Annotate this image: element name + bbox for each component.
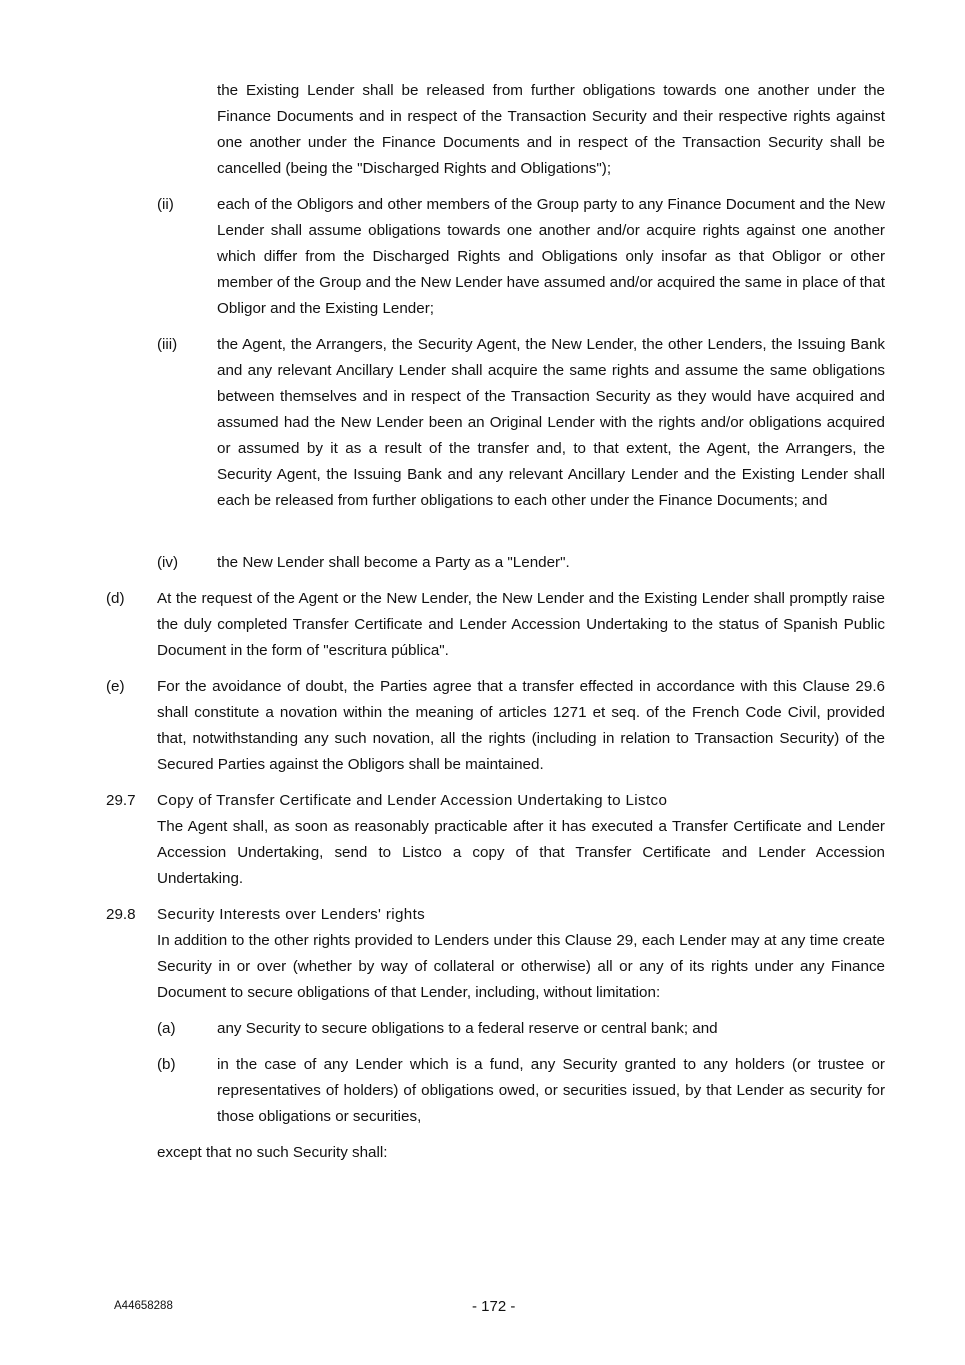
item-text: any Security to secure obligations to a federal reserve or central bank; and: [217, 1020, 718, 1037]
item-label: (ii): [157, 196, 174, 213]
item-label: (a): [157, 1020, 176, 1037]
paragraph-text: the Existing Lender shall be released from further obligations towards one another under the Finance Documents and in respect of the Transaction Security and their respective rights against one another under the Finance Documents and in respect of the Transaction Security shall be cancelled (being the "Discharged Rights and Obligations");: [217, 82, 885, 177]
continuation-paragraph: [217, 78, 885, 182]
paragraph-d: [106, 586, 885, 664]
item-text: For the avoidance of doubt, the Parties agree that a transfer effected in accordance with this Clause 29.6 shall constitute a novation within the meaning of articles 1271 et seq. of the French Code Civil, provided that, notwithstanding any such novation, all the rights (including in relation to Transaction Security) of the Secured Parties against the Obligors shall be maintained.: [157, 678, 885, 773]
item-label: (iv): [157, 554, 179, 571]
clause-heading: Copy of Transfer Certificate and Lender Accession Undertaking to Listco: [157, 792, 668, 809]
list-item-a: [157, 1016, 885, 1042]
clause-29-7: [106, 788, 885, 892]
clause-number: 29.8: [106, 906, 136, 923]
item-label: (b): [157, 1056, 176, 1073]
list-item-b: [157, 1052, 885, 1130]
item-text: At the request of the Agent or the New Lender, the New Lender and the Existing Lender shall promptly raise the duly completed Transfer Certificate and Lender Accession Undertaking to the status of Spanish Public Document in the form of "escritura pública".: [157, 590, 885, 659]
clause-text: The Agent shall, as soon as reasonably practicable after it has executed a Transfer Certificate and Lender Accession Undertaking, send to Listco a copy of that Transfer Certificate and Lender Accession Undertaking.: [157, 818, 885, 887]
item-label: (iii): [157, 336, 178, 353]
item-text: the Agent, the Arrangers, the Security Agent, the New Lender, the other Lenders, the Issuing Bank and any relevant Ancillary Lender shall acquire the same rights and assume the same obligations between themselves and in respect of the Transaction Security as they would have acquired and assumed had the New Lender been an Original Lender with the rights and/or obligations acquired or assumed by it as a result of the transfer and, to that extent, the Agent, the Arrangers, the Security Agent, the Issuing Bank and any relevant Ancillary Lender and the Existing Lender shall each be released from further obligations to each other under the Finance Documents; and: [217, 336, 885, 509]
document-id: A44658288: [114, 1300, 173, 1312]
item-text: in the case of any Lender which is a fund, any Security granted to any holders (or trustee or representatives of holders) of obligations owed, or securities issued, by that Lender as security for those obligations or securities,: [217, 1056, 885, 1125]
list-item-iv: [157, 550, 885, 576]
list-item-ii: [157, 192, 885, 322]
item-text: each of the Obligors and other members of the Group party to any Finance Document and the New Lender shall assume obligations towards one another and/or acquire rights against one another which differ from the Discharged Rights and Obligations only insofar as that Obligor or other member of the Group and the New Lender have assumed and/or acquired the same in place of that Obligor and the Existing Lender;: [217, 196, 885, 317]
closing-text: except that no such Security shall:: [157, 1144, 388, 1161]
item-label: (e): [106, 678, 125, 695]
clause-heading: Security Interests over Lenders' rights: [157, 906, 426, 923]
item-text: the New Lender shall become a Party as a "Lender".: [217, 554, 570, 571]
clause-29-8: [106, 902, 885, 1006]
clause-text: In addition to the other rights provided to Lenders under this Clause 29, each Lender may at any time create Security in or over (whether by way of collateral or otherwise) all or any of its rights under any Finance Document to secure obligations of that Lender, including, without limitation:: [157, 932, 885, 1001]
paragraph-e: [106, 674, 885, 778]
list-item-iii: [157, 332, 885, 514]
closing-line: [157, 1140, 885, 1166]
clause-number: 29.7: [106, 792, 136, 809]
item-label: (d): [106, 590, 125, 607]
page-number: - 172 -: [472, 1298, 516, 1315]
